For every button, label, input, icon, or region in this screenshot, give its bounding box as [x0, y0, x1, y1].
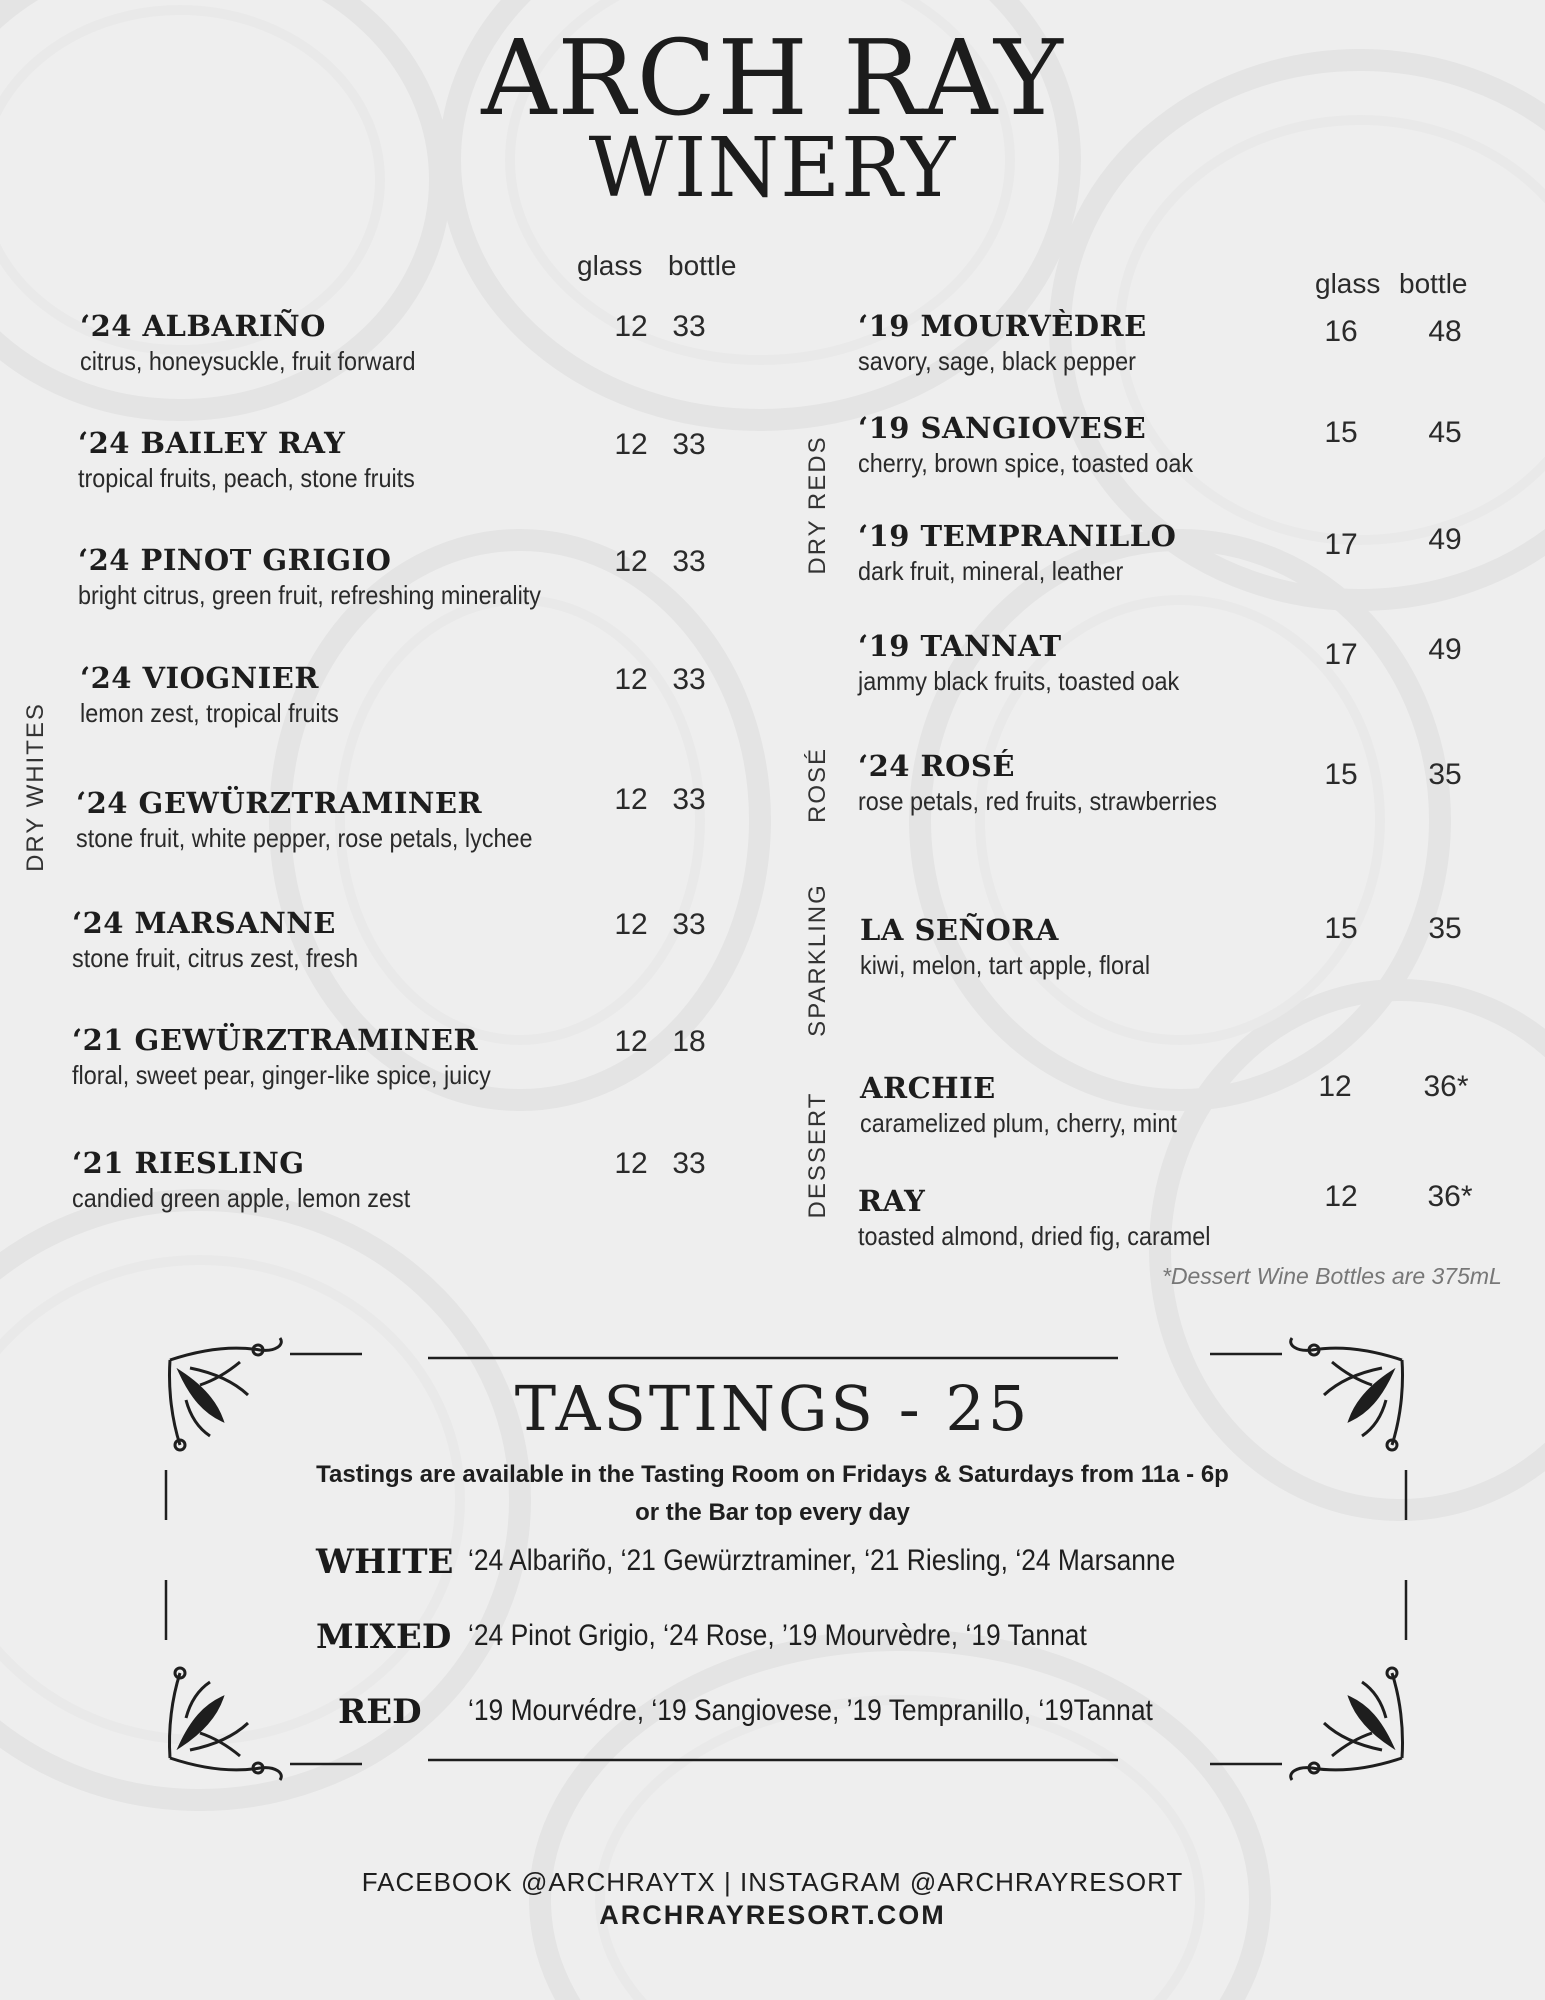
glass-price: 15	[1324, 416, 1358, 449]
glass-price: 16	[1324, 315, 1358, 348]
flight-wines-red: ‘19 Mourvédre, ‘19 Sangiovese, ’19 Tempranillo, ‘19Tannat	[468, 1694, 1153, 1727]
glass-price: 15	[1324, 912, 1358, 945]
wine-item	[72, 1022, 537, 1092]
flight-label-mixed: MIXED	[316, 1617, 452, 1657]
wine-item	[858, 748, 1257, 818]
wine-name: ‘24 VIOGNIER	[80, 661, 319, 695]
tastings-title: TASTINGS - 25	[514, 1372, 1031, 1445]
wine-name: ‘24 MARSANNE	[72, 906, 336, 940]
wine-item	[78, 542, 592, 612]
wine-name: ‘24 ALBARIÑO	[80, 309, 326, 343]
bottle-price: 33	[672, 908, 706, 941]
category-sparkling: SPARKLING	[804, 883, 831, 1037]
category-dry-whites: DRY WHITES	[22, 702, 49, 872]
tastings-info-line1: Tastings are available in the Tasting Room on Fridays & Saturdays from 11a - 6p	[316, 1461, 1229, 1488]
wine-notes: tropical fruits, peach, stone fruits	[78, 463, 415, 493]
wine-item	[858, 410, 1230, 480]
wine-item	[72, 1145, 448, 1215]
wine-notes: stone fruit, citrus zest, fresh	[72, 943, 359, 973]
wine-item	[858, 628, 1215, 698]
wine-item	[858, 308, 1167, 378]
social-links: FACEBOOK @ARCHRAYTX | INSTAGRAM @ARCHRAYRESORT	[361, 1867, 1184, 1897]
wine-notes: floral, sweet pear, ginger-like spice, juicy	[72, 1060, 491, 1090]
bottle-price: 35	[1428, 758, 1462, 791]
glass-price: 12	[614, 545, 648, 578]
wine-item	[80, 660, 368, 730]
wine-notes: citrus, honeysuckle, fruit forward	[80, 346, 416, 376]
category-dessert: DESSERT	[804, 1091, 831, 1219]
brand-name: ARCH RAY	[481, 17, 1064, 139]
flight-label-white: WHITE	[316, 1542, 454, 1582]
glass-price: 12	[614, 428, 648, 461]
wine-notes: stone fruit, white pepper, rose petals, lychee	[76, 823, 533, 853]
wine-item	[860, 912, 1182, 982]
bottle-price: 33	[672, 783, 706, 816]
wine-name: LA SEÑORA	[860, 913, 1059, 947]
category-rose: ROSÉ	[804, 747, 831, 824]
glass-price: 12	[1318, 1070, 1352, 1103]
wine-name: ‘24 PINOT GRIGIO	[78, 543, 392, 577]
right-glass-header: glass	[1315, 268, 1381, 299]
wine-name: ‘24 ROSÉ	[858, 749, 1015, 783]
wine-item	[860, 1070, 1212, 1140]
flight-wines-mixed: ‘24 Pinot Grigio, ‘24 Rose, ’19 Mourvèdre, ‘19 Tannat	[468, 1619, 1087, 1652]
wine-item	[76, 785, 583, 855]
left-bottle-header: bottle	[668, 250, 737, 281]
wine-name: ‘19 TANNAT	[858, 629, 1062, 663]
website-link[interactable]: ARCHRAYRESORT.COM	[599, 1900, 946, 1930]
flight-label-red: RED	[338, 1692, 422, 1732]
wine-name: ‘19 TEMPRANILLO	[858, 519, 1177, 553]
glass-price: 12	[1324, 1180, 1358, 1213]
wine-notes: rose petals, red fruits, strawberries	[858, 786, 1217, 816]
wine-notes: caramelized plum, cherry, mint	[860, 1108, 1177, 1138]
tastings-info-line2: or the Bar top every day	[635, 1499, 910, 1526]
wine-name: ‘21 RIESLING	[72, 1146, 305, 1180]
bottle-price: 49	[1428, 633, 1462, 666]
wine-name: ‘19 SANGIOVESE	[858, 411, 1147, 445]
wine-notes: kiwi, melon, tart apple, floral	[860, 950, 1151, 980]
bottle-price: 33	[672, 545, 706, 578]
wine-name: ‘19 MOURVÈDRE	[858, 309, 1147, 343]
wine-notes: bright citrus, green fruit, refreshing minerality	[78, 580, 541, 610]
bottle-price: 18	[672, 1025, 706, 1058]
wine-notes: cherry, brown spice, toasted oak	[858, 448, 1194, 478]
glass-price: 12	[614, 783, 648, 816]
glass-price: 17	[1324, 638, 1358, 671]
wine-notes: toasted almond, dried fig, caramel	[858, 1221, 1211, 1251]
wine-item	[858, 1183, 1250, 1253]
left-glass-header: glass	[577, 250, 643, 281]
wine-notes: candied green apple, lemon zest	[72, 1183, 411, 1213]
wine-name: ‘24 GEWÜRZTRAMINER	[76, 786, 483, 820]
bottle-price: 33	[672, 428, 706, 461]
glass-price: 12	[614, 1025, 648, 1058]
wine-name: ‘24 BAILEY RAY	[78, 426, 346, 460]
right-bottle-header: bottle	[1399, 268, 1468, 299]
glass-price: 15	[1324, 758, 1358, 791]
wine-notes: lemon zest, tropical fruits	[80, 698, 339, 728]
wine-name: ‘21 GEWÜRZTRAMINER	[72, 1023, 479, 1057]
wine-item	[72, 905, 390, 975]
bottle-price: 33	[672, 1147, 706, 1180]
glass-price: 12	[614, 1147, 648, 1180]
wine-item	[858, 518, 1176, 588]
glass-price: 12	[614, 310, 648, 343]
wine-notes: jammy black fruits, toasted oak	[858, 666, 1180, 696]
flight-wines-white: ‘24 Albariño, ‘21 Gewürztraminer, ‘21 Riesling, ‘24 Marsanne	[468, 1544, 1176, 1577]
bottle-price: 33	[672, 663, 706, 696]
wine-notes: dark fruit, mineral, leather	[858, 556, 1124, 586]
glass-price: 17	[1324, 528, 1358, 561]
wine-notes: savory, sage, black pepper	[858, 346, 1136, 376]
wine-name: ARCHIE	[860, 1071, 996, 1105]
bottle-price: 45	[1428, 416, 1462, 449]
glass-price: 12	[614, 663, 648, 696]
category-dry-reds: DRY REDS	[804, 435, 831, 575]
bottle-price: 35	[1428, 912, 1462, 945]
wine-item	[78, 425, 452, 495]
brand-subtitle: WINERY	[588, 121, 957, 216]
bottle-price: 36*	[1423, 1070, 1469, 1103]
bottle-price: 33	[672, 310, 706, 343]
wine-name: RAY	[858, 1184, 926, 1218]
bottle-price: 48	[1428, 315, 1462, 348]
bottle-price: 49	[1428, 523, 1462, 556]
wine-item	[80, 308, 453, 378]
dessert-footnote: *Dessert Wine Bottles are 375mL	[1162, 1263, 1502, 1289]
glass-price: 12	[614, 908, 648, 941]
bottle-price: 36*	[1427, 1180, 1473, 1213]
